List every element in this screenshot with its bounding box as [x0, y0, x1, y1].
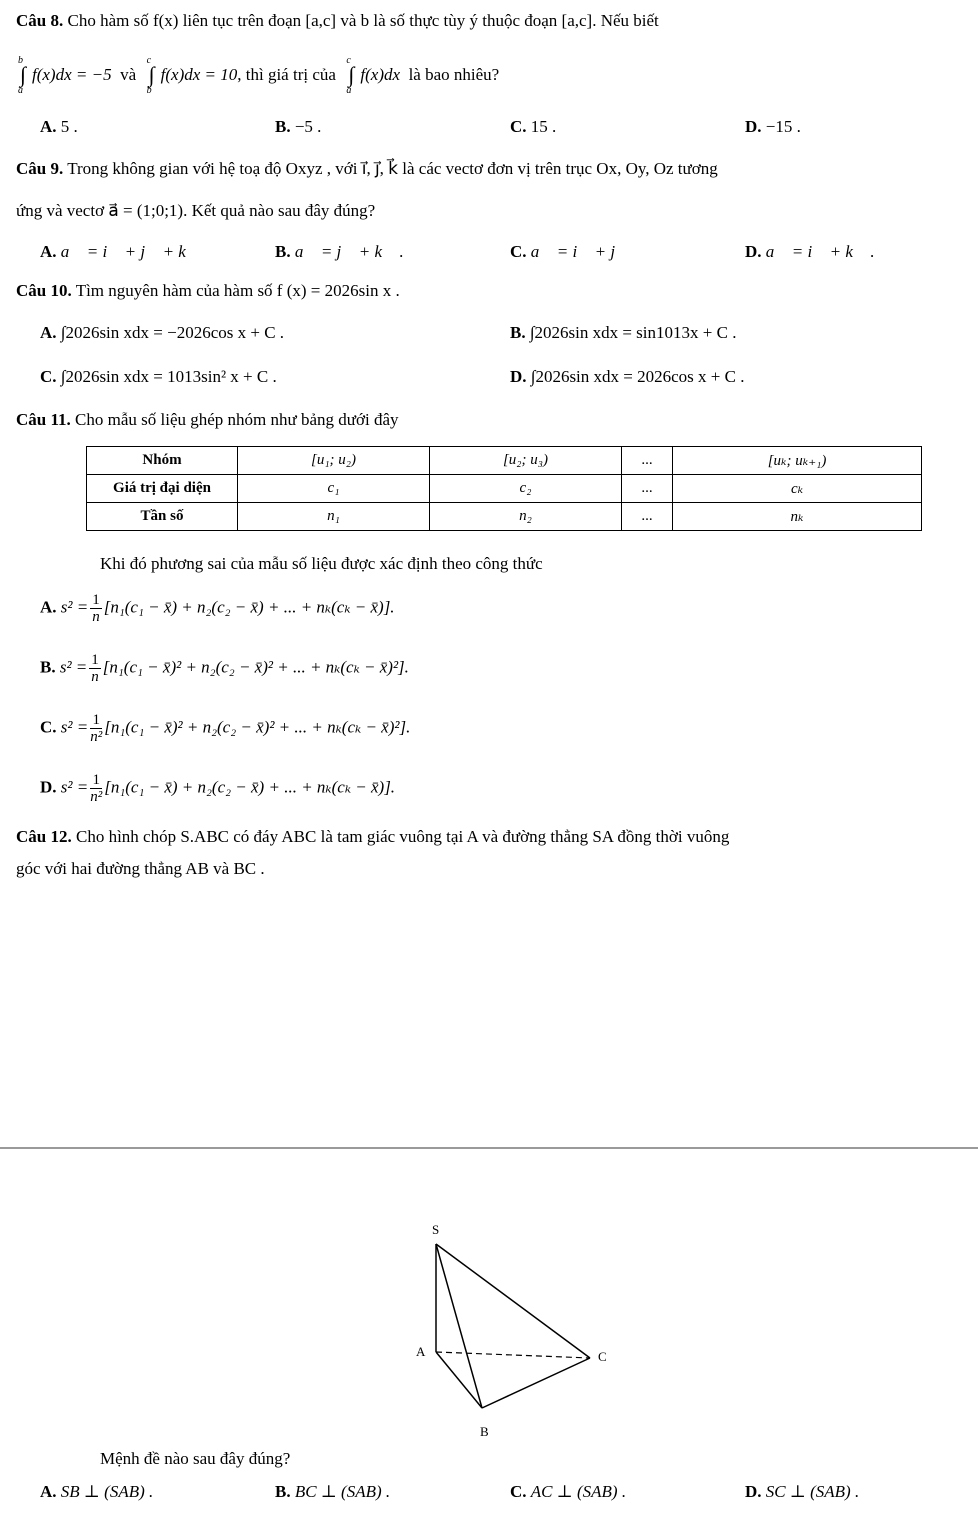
q12-text-1: Cho hình chóp S.ABC có đáy ABC là tam giác vuông tại A và đường thẳng SA đồng thời vuông: [75, 827, 730, 846]
q10-option-d[interactable]: D. ∫2026sin xdx = 2026cos x + C .: [510, 367, 745, 386]
q11-stem: [16, 409, 399, 431]
table-cell: [uₖ; uₖ₊₁): [673, 447, 922, 475]
q8-end: là bao nhiêu?: [408, 65, 500, 84]
q12-label: Câu 12.: [16, 827, 72, 846]
integral-sign-3: c ∫ a: [346, 55, 355, 97]
edge-ac-hidden: [436, 1352, 590, 1358]
q9-label: Câu 9.: [16, 159, 64, 178]
edge-sb: [436, 1244, 482, 1408]
q12-option-d[interactable]: D. SC ⊥ (SAB) .: [745, 1482, 860, 1501]
vertex-label-b: B: [480, 1424, 489, 1439]
q11-option-b[interactable]: B. s² = $\frac{1}{n}$ [n₁(c₁ − x̄)² + n₂(c₂ − x̄)² + ... + nₖ(cₖ − x̄)²].: [40, 652, 409, 685]
q11-option-d[interactable]: D. s² = $\frac{1}{\text{n²}}$ [n₁(c₁ − x̄) + n₂(c₂ − x̄) + ... + nₖ(cₖ − x̄)].: [40, 772, 396, 805]
q8-text: Cho hàm số f(x) liên tục trên đoạn [a,c] và b là số thực tùy ý thuộc đoạn [a,c]. Nếu biết: [67, 11, 659, 30]
q12-stem-1: [16, 826, 729, 848]
q8-option-c[interactable]: C. 15 .: [510, 117, 557, 136]
q9-option-c[interactable]: C. a⃗ = i⃗ + j⃗: [510, 242, 629, 261]
q8-then: , thì giá trị của: [237, 65, 336, 84]
q12-question: Mệnh đề nào sau đây đúng?: [100, 1449, 291, 1468]
q11-option-a[interactable]: A. s² = $\frac{1}{n}$ [n₁(c₁ − x̄) + n₂(c₂ − x̄) + ... + nₖ(cₖ − x̄)].: [40, 592, 395, 625]
q11-after-text: Khi đó phương sai của mẫu số liệu được xác định theo công thức: [100, 554, 543, 573]
q8-option-a[interactable]: A. 5 .: [40, 117, 78, 136]
q9-stem-2: ứng và vectơ a⃗ = (1;0;1). Kết quả nào sau đây đúng?: [16, 201, 376, 220]
edge-ab: [436, 1352, 482, 1408]
q10-option-b[interactable]: B. ∫2026sin xdx = sin1013x + C .: [510, 323, 737, 342]
table-cell: [u₂; u₃): [429, 447, 621, 475]
q12-option-c[interactable]: C. AC ⊥ (SAB) .: [510, 1482, 627, 1501]
table-cell: c₁: [238, 475, 430, 503]
q10-text: Tìm nguyên hàm của hàm số f (x) = 2026sin x .: [75, 281, 400, 300]
vertex-label-c: C: [598, 1349, 607, 1364]
table-cell: n₂: [429, 503, 621, 531]
integral-sign-1: b ∫ a: [18, 55, 27, 97]
q10-stem: [16, 280, 400, 302]
q12-option-b[interactable]: B. BC ⊥ (SAB) .: [275, 1482, 391, 1501]
table-row: [87, 503, 922, 531]
table-cell: n₁: [238, 503, 430, 531]
table-cell: [u₁; u₂): [238, 447, 430, 475]
q12-stem-2: góc với hai đường thẳng AB và BC .: [16, 859, 265, 878]
pyramid-figure: [400, 1220, 630, 1440]
table-cell: nₖ: [673, 503, 922, 531]
q8-label: Câu 8.: [16, 11, 64, 30]
q11-label: Câu 11.: [16, 410, 71, 429]
table-row: [87, 475, 922, 503]
grouped-data-table: [86, 446, 922, 531]
q8-option-d[interactable]: D. −15 .: [745, 117, 801, 136]
q10-option-c[interactable]: C. ∫2026sin xdx = 1013sin² x + C .: [40, 367, 277, 386]
q8-option-b[interactable]: B. −5 .: [275, 117, 322, 136]
q11-option-c[interactable]: C. s² = $\frac{1}{\text{n²}}$ [n₁(c₁ − x̄)² + n₂(c₂ − x̄)² + ... + nₖ(cₖ − x̄)²].: [40, 712, 411, 745]
q9-option-b[interactable]: B. a⃗ = j⃗ + k⃗ .: [275, 242, 404, 261]
integral-sign-2: c ∫ b: [146, 55, 155, 97]
q8-and: và: [120, 65, 137, 84]
vertex-label-s: S: [432, 1222, 440, 1237]
table-cell: ...: [621, 475, 672, 503]
table-header-cell: Tần số: [87, 503, 238, 531]
q8-cond2: f(x)dx = 10: [160, 65, 238, 84]
q10-label: Câu 10.: [16, 281, 72, 300]
q9-text-1: Trong không gian với hệ toạ độ Oxyz , với i⃗, j⃗, k⃗ là các vectơ đơn vị trên trục Ox, Oy, Oz tương: [67, 159, 718, 178]
edge-sc: [436, 1244, 590, 1358]
q10-option-a[interactable]: A. ∫2026sin xdx = −2026cos x + C .: [40, 323, 285, 342]
q12-option-a[interactable]: A. SB ⊥ (SAB) .: [40, 1482, 154, 1501]
q11-text: Cho mẫu số liệu ghép nhóm như bảng dưới đây: [75, 410, 399, 429]
q8-cond3: f(x)dx: [360, 65, 401, 84]
table-cell: ...: [621, 447, 672, 475]
q8-cond1: f(x)dx = −5: [32, 65, 112, 84]
q8-stem: [16, 10, 659, 32]
table-cell: c₂: [429, 475, 621, 503]
table-header-cell: Giá trị đại diện: [87, 475, 238, 503]
table-cell: cₖ: [673, 475, 922, 503]
q9-option-d[interactable]: D. a⃗ = i⃗ + k⃗ .: [745, 242, 875, 261]
table-row: [87, 447, 922, 475]
page-divider: [0, 1147, 978, 1149]
q9-stem-1: [16, 158, 718, 180]
q8-conditions: [16, 55, 500, 97]
table-cell: ...: [621, 503, 672, 531]
q9-option-a[interactable]: A. a⃗ = i⃗ + j⃗ + k⃗: [40, 242, 200, 261]
table-header-cell: Nhóm: [87, 447, 238, 475]
vertex-label-a: A: [416, 1344, 426, 1359]
edge-bc: [482, 1358, 590, 1408]
